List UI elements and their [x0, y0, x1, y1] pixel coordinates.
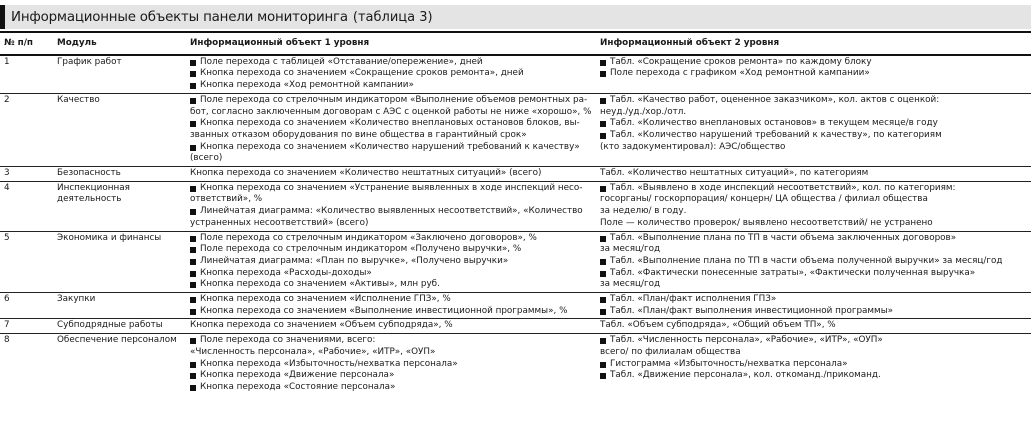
object-item-text: госорганы/ госкорпорация/ концерн/ ЦА общества / филиал общества — [600, 194, 928, 205]
bulleted-object-item: Поле перехода со значениями, всего: — [190, 335, 593, 347]
module-name-line: деятельность — [57, 194, 122, 205]
module-name-line: Экономика и финансы — [57, 232, 162, 243]
monitoring-objects-table — [0, 31, 1031, 395]
level-2-objects — [596, 181, 1031, 231]
object-item-text: Кнопка перехода со значением «Объем субподряда», % — [190, 320, 453, 331]
module-name-line: Инспекционная — [57, 182, 130, 193]
bulleted-object-item: Табл. «Качество работ, оцененное заказчиком», кол. актов с оценкой: — [600, 95, 1028, 107]
bulleted-object-item: Табл. «Движение персонала», кол. откоманд./прикоманд. — [600, 370, 1028, 382]
object-item-text: званных отказом оборудования по вине общества в гарантийный срок» — [190, 129, 527, 140]
bulleted-object-item: Поле перехода со стрелочным индикатором «Заключено договоров», % — [190, 233, 593, 245]
table-header-row — [0, 32, 1031, 55]
bulleted-object-item: Линейчатая диаграмма: «Количество выявленных несоответствий», «Количество — [190, 206, 593, 218]
bulleted-object-item: Кнопка перехода со значением «Сокращение сроков ремонта», дней — [190, 68, 593, 80]
bulleted-object-item: Кнопка перехода со значением «Количество внеплановых остановов блоков, вы- — [190, 118, 593, 130]
module-name-line: Закупки — [57, 294, 96, 305]
level-2-objects — [596, 167, 1031, 182]
bulleted-object-item: Кнопка перехода «Движение персонала» — [190, 370, 593, 382]
table-row — [0, 167, 1031, 182]
module-name-line: Качество — [57, 94, 100, 105]
object-item-text: за неделю/ в году. — [600, 206, 687, 217]
level-2-objects — [596, 231, 1031, 293]
level-1-objects — [186, 319, 596, 334]
row-number: 5 — [0, 231, 53, 293]
level-2-objects — [596, 93, 1031, 166]
bulleted-object-item: Табл. «План/факт исполнения ГПЗ» — [600, 294, 1028, 306]
header-module: Модуль — [53, 32, 186, 55]
bulleted-object-item: Кнопка перехода со значением «Активы», млн руб. — [190, 279, 593, 291]
bulleted-object-item: Поле перехода со стрелочным индикатором «Выполнение объемов ремонтных ра- — [190, 95, 593, 107]
bulleted-object-item: Кнопка перехода со значением «Устранение выявленных в ходе инспекций несо- — [190, 183, 593, 195]
object-item-text: ответствий», % — [190, 194, 263, 205]
bulleted-object-item: Табл. «План/факт выполнения инвестиционной программы» — [600, 306, 1028, 318]
object-item-text: Табл. «Объем субподряда», «Общий объем ТП», % — [600, 320, 836, 331]
object-item-text: бот, согласно заключенным договорам с АЭС с оценкой работы не ниже «хорошо», % — [190, 106, 592, 117]
table-title: Информационные объекты панели мониторинга — [11, 9, 348, 25]
table-row — [0, 319, 1031, 334]
level-1-objects — [186, 293, 596, 319]
object-item-text: «Численность персонала», «Рабочие», «ИТР», «ОУП» — [190, 346, 436, 357]
bulleted-object-item: Табл. «Фактически понесенные затраты», «Фактически полученная выручка» — [600, 268, 1028, 280]
bulleted-object-item: Табл. «Сокращение сроков ремонта» по каждому блоку — [600, 57, 1028, 69]
object-item-text: за месяц/год — [600, 244, 661, 255]
bulleted-object-item: Табл. «Выявлено в ходе инспекций несоответствий», кол. по категориям: — [600, 183, 1028, 195]
bulleted-object-item: Кнопка перехода «Избыточность/нехватка персонала» — [190, 359, 593, 371]
object-item-text: Кнопка перехода со значением «Количество нештатных ситуаций» (всего) — [190, 168, 542, 179]
row-number: 1 — [0, 55, 53, 94]
level-2-objects — [596, 334, 1031, 395]
module-name-line: График работ — [57, 56, 122, 67]
table-row — [0, 93, 1031, 166]
bulleted-object-item: Кнопка перехода со значением «Выполнение инвестиционной программы», % — [190, 306, 593, 318]
bulleted-object-item: Табл. «Количество нарушений требований к качеству», по категориям — [600, 130, 1028, 142]
object-item-text: (всего) — [190, 153, 223, 164]
bulleted-object-item: Табл. «Численность персонала», «Рабочие», «ИТР», «ОУП» — [600, 335, 1028, 347]
bulleted-object-item: Поле перехода со стрелочным индикатором «Получено выручки», % — [190, 244, 593, 256]
object-item-text: (кто задокументировал): АЭС/общество — [600, 141, 786, 152]
level-2-objects — [596, 319, 1031, 334]
row-number: 8 — [4, 335, 10, 346]
level-2-objects — [596, 55, 1031, 94]
row-module — [53, 293, 186, 319]
level-1-objects — [186, 167, 596, 182]
object-item-text: неуд./уд./хор./отл. — [600, 106, 687, 117]
bulleted-object-item: Кнопка перехода «Расходы-доходы» — [190, 268, 593, 280]
table-body — [0, 55, 1031, 395]
level-1-objects — [186, 93, 596, 166]
row-module — [53, 334, 186, 395]
bulleted-object-item: Кнопка перехода «Ход ремонтной кампании» — [190, 80, 593, 92]
object-item-text: за месяц/год — [600, 279, 661, 290]
level-1-objects — [186, 231, 596, 293]
row-module — [53, 181, 186, 231]
table-number: (таблица 3) — [352, 9, 433, 25]
table-title-bar — [0, 5, 1031, 29]
level-1-objects — [186, 334, 596, 395]
row-module — [53, 231, 186, 293]
object-item-text: устраненных несоответствий» (всего) — [190, 217, 369, 228]
bulleted-object-item: Табл. «Выполнение плана по ТП в части объема заключенных договоров» — [600, 233, 1028, 245]
object-item-text: Поле — количество проверок/ выявлено несоответствий/ не устранено — [600, 217, 933, 228]
table-row — [0, 231, 1031, 293]
bulleted-object-item: Табл. «Количество внеплановых остановов» в текущем месяце/в году — [600, 118, 1028, 130]
bulleted-object-item: Кнопка перехода со значением «Исполнение ГПЗ», % — [190, 294, 593, 306]
bulleted-object-item: Кнопка перехода со значением «Количество нарушений требований к качеству» — [190, 142, 593, 154]
bulleted-object-item: Поле перехода с таблицей «Отставание/опережение», дней — [190, 57, 593, 69]
header-level-2: Информационный объект 2 уровня — [596, 32, 1031, 55]
row-number: 4 — [0, 181, 53, 231]
level-1-objects — [186, 181, 596, 231]
row-module — [53, 55, 186, 94]
row-number: 3 — [0, 167, 53, 182]
object-item-text: всего/ по филиалам общества — [600, 346, 741, 357]
row-number: 2 — [0, 93, 53, 166]
object-item-text: Табл. «Количество нештатных ситуаций», по категориям — [600, 168, 869, 179]
bulleted-object-item: Гистограмма «Избыточность/нехватка персонала» — [600, 359, 1028, 371]
row-number: 7 — [0, 319, 53, 334]
bulleted-object-item: Кнопка перехода «Состояние персонала» — [190, 382, 593, 394]
module-name-line: Субподрядные работы — [57, 320, 163, 331]
module-name-line: Обеспечение персоналом — [57, 335, 177, 346]
table-row — [0, 334, 1031, 395]
table-row — [0, 293, 1031, 319]
row-module — [53, 319, 186, 334]
table-row — [0, 181, 1031, 231]
bulleted-object-item: Поле перехода с графиком «Ход ремонтной кампании» — [600, 68, 1028, 80]
table-row — [0, 55, 1031, 94]
level-1-objects — [186, 55, 596, 94]
row-number: 6 — [0, 293, 53, 319]
level-2-objects — [596, 293, 1031, 319]
bulleted-object-item: Табл. «Выполнение плана по ТП в части объема полученной выручки» за месяц/год — [600, 256, 1028, 268]
bulleted-object-item: Линейчатая диаграмма: «План по выручке», «Получено выручки» — [190, 256, 593, 268]
header-num: № п/п — [0, 32, 53, 55]
header-level-1: Информационный объект 1 уровня — [186, 32, 596, 55]
row-module — [53, 167, 186, 182]
row-module — [53, 93, 186, 166]
module-name-line: Безопасность — [57, 168, 121, 179]
